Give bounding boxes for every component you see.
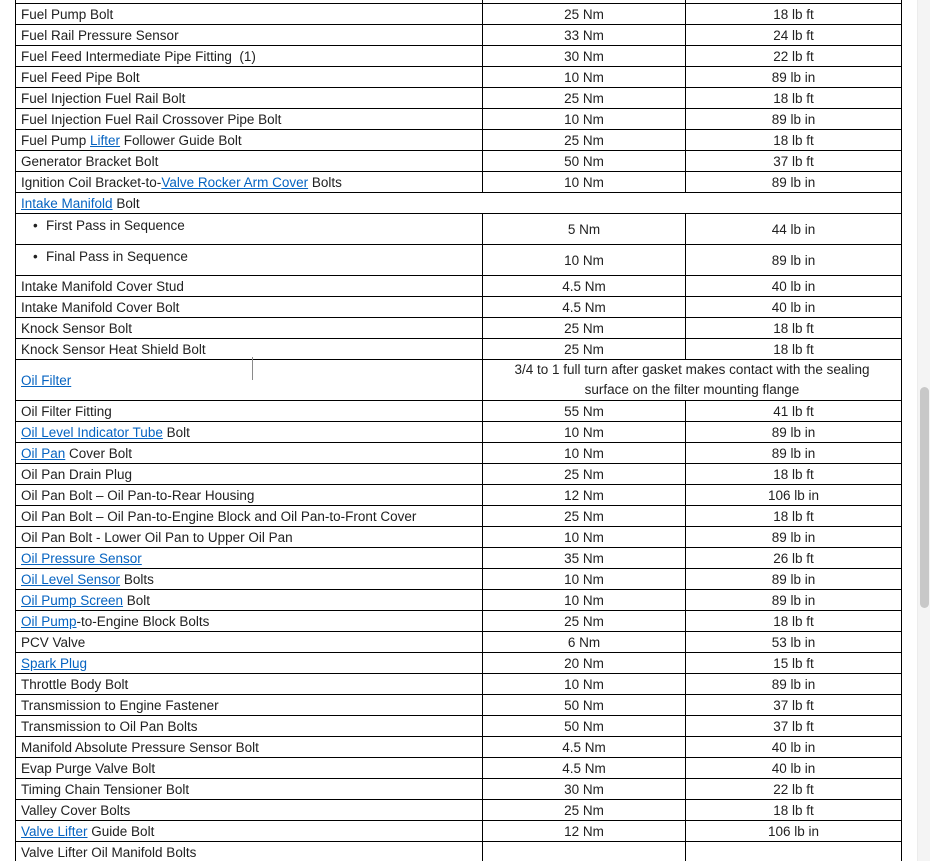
- component-text: Final Pass in Sequence: [46, 249, 188, 264]
- nm-cell: 10 Nm: [483, 590, 686, 611]
- lb-cell: 18 lb ft: [686, 339, 902, 360]
- nm-cell: 10 Nm: [483, 422, 686, 443]
- component-text: Oil Pan Bolt – Oil Pan-to-Rear Housing: [21, 487, 255, 503]
- nm-cell: 10 Nm: [483, 443, 686, 464]
- nm-cell: 50 Nm: [483, 716, 686, 737]
- lb-cell: 26 lb ft: [686, 548, 902, 569]
- table-row: [16, 842, 902, 861]
- component-link[interactable]: Valve Rocker Arm Cover: [161, 174, 309, 190]
- component-cell: [16, 360, 483, 401]
- component-cell: [16, 653, 483, 674]
- lb-cell: 89 lb in: [686, 590, 902, 611]
- table-row: [16, 214, 902, 245]
- component-text: Oil Filter Fitting: [21, 403, 112, 419]
- component-cell: [16, 214, 483, 245]
- table-row: [16, 674, 902, 695]
- table-row: [16, 25, 902, 46]
- component-link[interactable]: Spark Plug: [21, 655, 88, 671]
- component-text: Cover Bolt: [65, 445, 133, 461]
- component-cell: [16, 485, 483, 506]
- section-cell: [16, 193, 902, 214]
- table-row: [16, 4, 902, 25]
- table-row: [16, 109, 902, 130]
- nm-cell: 10 Nm: [483, 67, 686, 88]
- component-cell: [16, 245, 483, 276]
- lb-cell: 15 lb ft: [686, 653, 902, 674]
- component-cell: [16, 842, 483, 861]
- nm-cell: 55 Nm: [483, 401, 686, 422]
- table-row: [16, 758, 902, 779]
- component-cell: [16, 172, 483, 193]
- lb-cell: 89 lb in: [686, 245, 902, 276]
- table-row: [16, 46, 902, 67]
- component-text: Fuel Feed Intermediate Pipe Fitting (1): [21, 48, 256, 64]
- table-row: [16, 88, 902, 109]
- nm-cell: 10 Nm: [483, 674, 686, 695]
- lb-cell: 40 lb in: [686, 758, 902, 779]
- nm-cell: 4.5 Nm: [483, 737, 686, 758]
- nm-cell: 12 Nm: [483, 485, 686, 506]
- component-cell: [16, 25, 483, 46]
- component-cell: [16, 109, 483, 130]
- component-text: Oil Pan Drain Plug: [21, 466, 133, 482]
- lb-cell: 40 lb in: [686, 297, 902, 318]
- table-row: [16, 800, 902, 821]
- component-text: Timing Chain Tensioner Bolt: [21, 781, 190, 797]
- table-row: [16, 695, 902, 716]
- lb-cell: [686, 842, 902, 861]
- nm-cell: 25 Nm: [483, 130, 686, 151]
- lb-cell: 41 lb ft: [686, 401, 902, 422]
- component-link[interactable]: Valve Lifter: [21, 823, 88, 839]
- component-text: Ignition Coil Bracket-to-: [21, 174, 162, 190]
- lb-cell: 40 lb in: [686, 737, 902, 758]
- component-text: Oil Pan Bolt – Oil Pan-to-Engine Block and Oil Pan-to-Front Cover: [21, 508, 417, 524]
- component-text: Bolt: [112, 195, 140, 211]
- lb-cell: 106 lb in: [686, 821, 902, 842]
- lb-cell: 18 lb ft: [686, 506, 902, 527]
- component-link[interactable]: Oil Filter: [21, 372, 72, 388]
- component-text: First Pass in Sequence: [46, 218, 185, 233]
- component-cell: [16, 632, 483, 653]
- component-link[interactable]: Oil Pump Screen: [21, 592, 124, 608]
- component-text: Knock Sensor Bolt: [21, 320, 133, 336]
- table-row: [16, 245, 902, 276]
- table-row: [16, 151, 902, 172]
- component-text: Bolt: [123, 592, 151, 608]
- table-row: [16, 611, 902, 632]
- nm-cell: 4.5 Nm: [483, 758, 686, 779]
- component-text: Generator Bracket Bolt: [21, 153, 159, 169]
- component-link[interactable]: Oil Pump: [21, 613, 77, 629]
- lb-cell: 53 lb in: [686, 632, 902, 653]
- component-text: PCV Valve: [21, 634, 86, 650]
- nm-cell: 10 Nm: [483, 527, 686, 548]
- table-row: [16, 527, 902, 548]
- component-text: Knock Sensor Heat Shield Bolt: [21, 341, 206, 357]
- nm-cell: 20 Nm: [483, 653, 686, 674]
- table-row: [16, 443, 902, 464]
- table-row: [16, 193, 902, 214]
- lb-cell: 89 lb in: [686, 172, 902, 193]
- table-row: [16, 401, 902, 422]
- lb-cell: 18 lb ft: [686, 464, 902, 485]
- lb-cell: 18 lb ft: [686, 800, 902, 821]
- nm-cell: 10 Nm: [483, 109, 686, 130]
- component-cell: [16, 674, 483, 695]
- component-cell: [16, 569, 483, 590]
- lb-cell: 37 lb ft: [686, 151, 902, 172]
- component-cell: [16, 401, 483, 422]
- component-text: Fuel Injection Fuel Rail Bolt: [21, 90, 186, 106]
- component-cell: [16, 4, 483, 25]
- component-cell: [16, 716, 483, 737]
- component-cell: [16, 67, 483, 88]
- component-link[interactable]: Oil Level Indicator Tube: [21, 424, 163, 440]
- component-cell: [16, 821, 483, 842]
- table-row: [16, 779, 902, 800]
- lb-cell: 89 lb in: [686, 443, 902, 464]
- table-row: [16, 569, 902, 590]
- table-row: [16, 737, 902, 758]
- nm-cell: [483, 842, 686, 861]
- nm-cell: 10 Nm: [483, 172, 686, 193]
- component-text: Transmission to Engine Fastener: [21, 697, 219, 713]
- table-row: [16, 339, 902, 360]
- component-cell: [16, 590, 483, 611]
- lb-cell: 89 lb in: [686, 674, 902, 695]
- table-row: [16, 318, 902, 339]
- component-link[interactable]: Lifter: [90, 132, 121, 148]
- component-cell: [16, 737, 483, 758]
- component-cell: [16, 695, 483, 716]
- component-cell: [16, 422, 483, 443]
- component-cell: [16, 443, 483, 464]
- component-cell: [16, 548, 483, 569]
- table-row: [16, 297, 902, 318]
- component-text: Bolts: [120, 571, 154, 587]
- component-link[interactable]: Intake Manifold: [21, 195, 113, 211]
- nm-cell: 10 Nm: [483, 245, 686, 276]
- nm-cell: 25 Nm: [483, 464, 686, 485]
- lb-cell: 22 lb ft: [686, 46, 902, 67]
- nm-cell: 6 Nm: [483, 632, 686, 653]
- lb-cell: 37 lb ft: [686, 695, 902, 716]
- nm-cell: 4.5 Nm: [483, 276, 686, 297]
- component-text: Guide Bolt: [87, 823, 155, 839]
- nm-cell: 25 Nm: [483, 611, 686, 632]
- lb-cell: 40 lb in: [686, 276, 902, 297]
- component-cell: [16, 318, 483, 339]
- table-row: [16, 653, 902, 674]
- vertical-scrollbar[interactable]: [917, 0, 930, 861]
- component-cell: [16, 800, 483, 821]
- component-link[interactable]: Oil Pan: [21, 445, 66, 461]
- nm-cell: 33 Nm: [483, 25, 686, 46]
- table-row: [16, 464, 902, 485]
- nm-cell: 30 Nm: [483, 46, 686, 67]
- component-cell: [16, 339, 483, 360]
- component-cell: [16, 88, 483, 109]
- component-link[interactable]: Oil Pressure Sensor: [21, 550, 142, 566]
- lb-cell: 106 lb in: [686, 485, 902, 506]
- component-text: Manifold Absolute Pressure Sensor Bolt: [21, 739, 259, 755]
- table-row: [16, 422, 902, 443]
- component-cell: [16, 506, 483, 527]
- torque-spec-table: [15, 0, 902, 861]
- table-row: [16, 485, 902, 506]
- lb-cell: 24 lb ft: [686, 25, 902, 46]
- lb-cell: 89 lb in: [686, 422, 902, 443]
- nm-cell: 5 Nm: [483, 214, 686, 245]
- component-cell: [16, 130, 483, 151]
- nm-cell: 12 Nm: [483, 821, 686, 842]
- component-text: -to-Engine Block Bolts: [76, 613, 210, 629]
- component-text: Intake Manifold Cover Stud: [21, 278, 184, 294]
- component-text: Oil Pan Bolt - Lower Oil Pan to Upper Oil Pan: [21, 529, 293, 545]
- text-caret: [252, 357, 253, 380]
- nm-cell: 25 Nm: [483, 4, 686, 25]
- component-cell: [16, 779, 483, 800]
- bullet-item: [33, 249, 477, 264]
- component-text: Follower Guide Bolt: [120, 132, 242, 148]
- lb-cell: 18 lb ft: [686, 4, 902, 25]
- component-text: Evap Purge Valve Bolt: [21, 760, 156, 776]
- table-row: [16, 276, 902, 297]
- lb-cell: 22 lb ft: [686, 779, 902, 800]
- component-cell: [16, 611, 483, 632]
- lb-cell: 37 lb ft: [686, 716, 902, 737]
- table-row: [16, 548, 902, 569]
- component-text: Intake Manifold Cover Bolt: [21, 299, 180, 315]
- component-text: Fuel Injection Fuel Rail Crossover Pipe Bolt: [21, 111, 282, 127]
- nm-cell: 35 Nm: [483, 548, 686, 569]
- nm-cell: 50 Nm: [483, 151, 686, 172]
- component-text: Fuel Pump Bolt: [21, 6, 114, 22]
- table-row: [16, 632, 902, 653]
- note-cell: 3/4 to 1 full turn after gasket makes contact with the sealing surface on the filter mounting flange: [483, 360, 902, 401]
- nm-cell: 25 Nm: [483, 318, 686, 339]
- component-text: Valley Cover Bolts: [21, 802, 131, 818]
- scrollbar-thumb[interactable]: [920, 387, 929, 608]
- component-link[interactable]: Oil Level Sensor: [21, 571, 121, 587]
- nm-cell: 25 Nm: [483, 339, 686, 360]
- nm-cell: 25 Nm: [483, 800, 686, 821]
- component-cell: [16, 297, 483, 318]
- lb-cell: 18 lb ft: [686, 611, 902, 632]
- component-text: Fuel Rail Pressure Sensor: [21, 27, 179, 43]
- component-text: Throttle Body Bolt: [21, 676, 129, 692]
- table-row: [16, 590, 902, 611]
- component-cell: [16, 46, 483, 67]
- lb-cell: 89 lb in: [686, 569, 902, 590]
- table-row: [16, 506, 902, 527]
- component-text: Bolts: [308, 174, 342, 190]
- nm-cell: 30 Nm: [483, 779, 686, 800]
- bullet-item: [33, 218, 477, 233]
- nm-cell: 25 Nm: [483, 506, 686, 527]
- component-text: Transmission to Oil Pan Bolts: [21, 718, 198, 734]
- lb-cell: 89 lb in: [686, 67, 902, 88]
- component-cell: [16, 464, 483, 485]
- lb-cell: 18 lb ft: [686, 318, 902, 339]
- table-row: [16, 172, 902, 193]
- component-cell: [16, 151, 483, 172]
- table-row: [16, 130, 902, 151]
- component-text: Fuel Pump: [21, 132, 91, 148]
- lb-cell: 89 lb in: [686, 109, 902, 130]
- component-cell: [16, 276, 483, 297]
- table-row: [16, 360, 902, 401]
- nm-cell: 25 Nm: [483, 88, 686, 109]
- table-row: [16, 716, 902, 737]
- component-text: Valve Lifter Oil Manifold Bolts: [21, 844, 197, 860]
- component-cell: [16, 758, 483, 779]
- nm-cell: 50 Nm: [483, 695, 686, 716]
- component-text: Fuel Feed Pipe Bolt: [21, 69, 140, 85]
- table-row: [16, 821, 902, 842]
- component-cell: [16, 527, 483, 548]
- nm-cell: 4.5 Nm: [483, 297, 686, 318]
- lb-cell: 18 lb ft: [686, 88, 902, 109]
- table-row: [16, 67, 902, 88]
- nm-cell: 10 Nm: [483, 569, 686, 590]
- lb-cell: 89 lb in: [686, 527, 902, 548]
- lb-cell: 44 lb in: [686, 214, 902, 245]
- component-text: Bolt: [162, 424, 190, 440]
- lb-cell: 18 lb ft: [686, 130, 902, 151]
